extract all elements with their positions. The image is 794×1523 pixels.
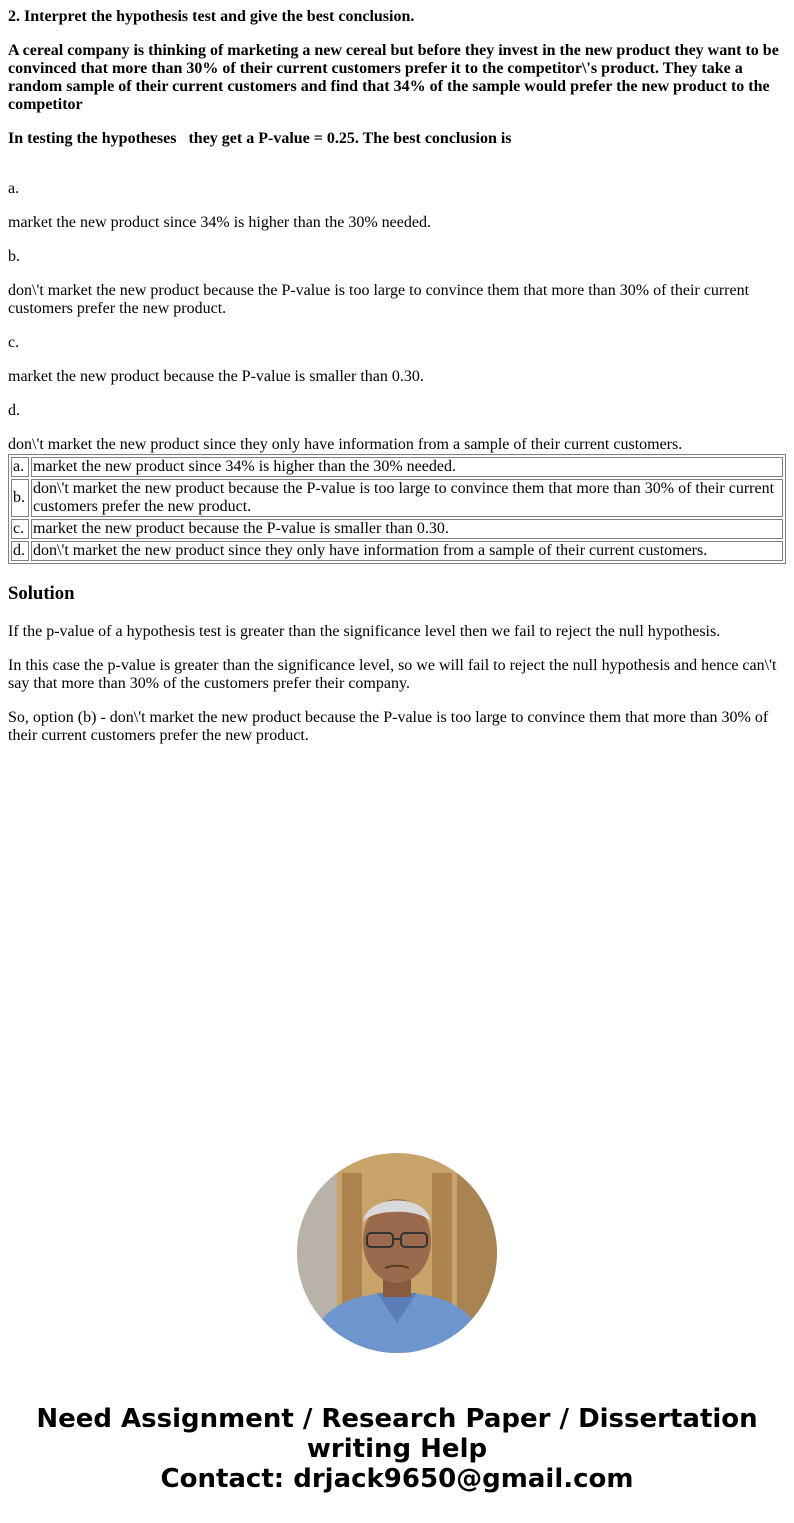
- choices-table: [8, 454, 786, 564]
- choice-c-text: market the new product because the P-value is smaller than 0.30.: [31, 519, 783, 539]
- choice-c-label: c.: [11, 519, 29, 539]
- question-title: 2. Interpret the hypothesis test and give the best conclusion.: [8, 8, 415, 25]
- option-d-label: d.: [8, 402, 20, 419]
- footer-line-1: Need Assignment / Research Paper / Dissertation: [36, 1404, 758, 1434]
- author-portrait-image: [297, 1153, 497, 1353]
- author-avatar: [297, 1153, 497, 1353]
- question-intro: A cereal company is thinking of marketing a new cereal but before they invest in the new product they want to be convinced that more than 30% of their current customers prefer it to the competitor\'s product. They take a random sample of their current customers and find that 34% of the sample would prefer the new product to the competitor: [8, 42, 779, 113]
- table-row: [11, 541, 783, 561]
- option-a-label: a.: [8, 180, 20, 197]
- option-d-text: don\'t market the new product since they only have information from a sample of their current customers.: [8, 436, 683, 453]
- solution-heading: Solution: [8, 583, 75, 604]
- choice-a-label: a.: [11, 457, 29, 477]
- table-row: [11, 479, 783, 517]
- choice-d-label: d.: [11, 541, 29, 561]
- solution-paragraph-2: In this case the p-value is greater than the significance level, so we will fail to reject the null hypothesis and hence can\'t say that more than 30% of the customers prefer their company.: [8, 657, 777, 692]
- choice-b-label: b.: [11, 479, 29, 517]
- option-b-text: don\'t market the new product because the P-value is too large to convince them that more than 30% of their current customers prefer the new product.: [8, 282, 750, 317]
- option-a-text: market the new product since 34% is higher than the 30% needed.: [8, 214, 431, 231]
- option-c-label: c.: [8, 334, 20, 351]
- choice-d-text: don\'t market the new product since they only have information from a sample of their current customers.: [31, 541, 783, 561]
- option-c-text: market the new product because the P-value is smaller than 0.30.: [8, 368, 424, 385]
- solution-paragraph-1: If the p-value of a hypothesis test is greater than the significance level then we fail to reject the null hypothesis.: [8, 623, 721, 640]
- choice-a-text: market the new product since 34% is higher than the 30% needed.: [31, 457, 783, 477]
- question-testing: In testing the hypotheses they get a P-value = 0.25. The best conclusion is: [8, 130, 512, 147]
- option-b-label: b.: [8, 248, 20, 265]
- table-row: [11, 519, 783, 539]
- choice-b-text: don\'t market the new product because the P-value is too large to convince them that more than 30% of their current customers prefer the new product.: [31, 479, 783, 517]
- table-row: [11, 457, 783, 477]
- footer-contact: Contact: drjack9650@gmail.com: [160, 1464, 634, 1494]
- solution-paragraph-3: So, option (b) - don\'t market the new product because the P-value is too large to convince them that more than 30% of their current customers prefer the new product.: [8, 709, 769, 744]
- footer-advertisement: [0, 1404, 794, 1494]
- footer-line-2: writing Help: [306, 1434, 488, 1464]
